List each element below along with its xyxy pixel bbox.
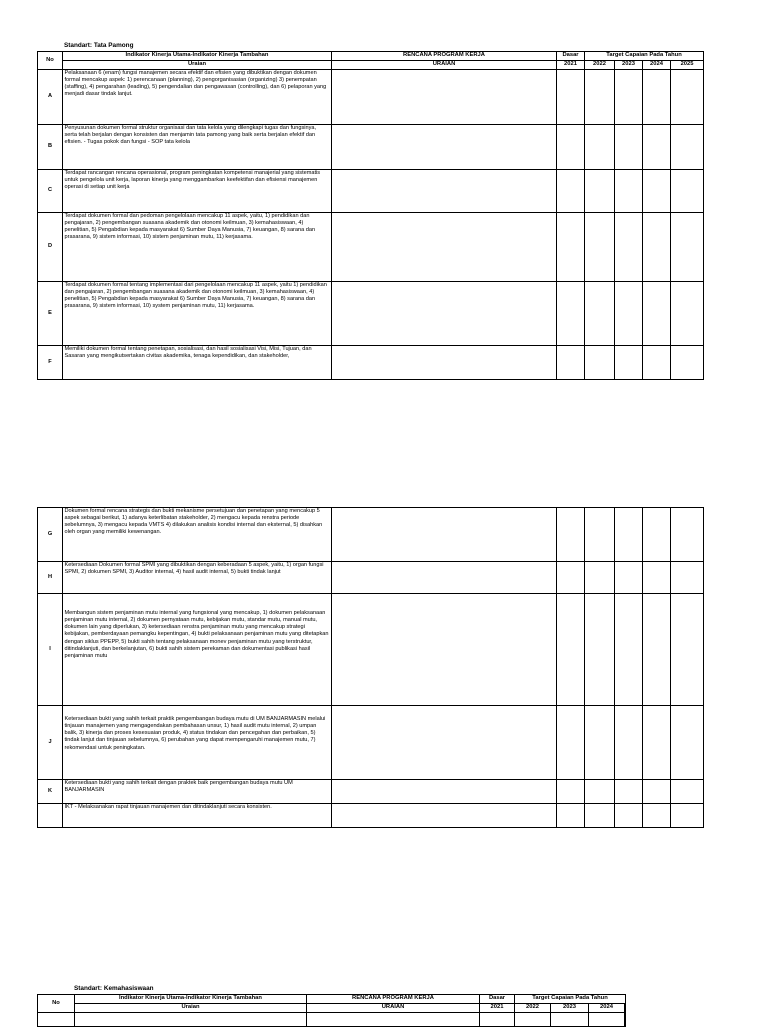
target-cell[interactable] — [671, 594, 704, 706]
table-row — [38, 508, 704, 562]
row-number: F — [38, 346, 63, 380]
target-cell[interactable] — [585, 70, 615, 125]
row-number: C — [38, 170, 63, 213]
row-number: G — [38, 508, 63, 562]
dasar-cell[interactable] — [557, 170, 585, 213]
target-cell[interactable] — [643, 213, 671, 282]
header-uraian-indikator: Uraian — [75, 1004, 307, 1013]
header-rencana: RENCANA PROGRAM KERJA — [307, 995, 480, 1004]
table-row — [38, 213, 704, 282]
target-cell[interactable] — [643, 282, 671, 346]
row-description: Penyusunan dokumen formal struktur organisasi dan tata kelola yang dilengkapi tugas dan fungsinya, serta telah berjalan dengan konsisten dan menjamin tata pamong yang baik serta berjalan efektif dan efisien. - Tugas pokok dan fungsi - SOP tata kelola — [63, 125, 332, 170]
target-cell[interactable] — [643, 170, 671, 213]
target-cell[interactable] — [615, 780, 643, 804]
table-row — [38, 125, 704, 170]
target-cell[interactable] — [643, 346, 671, 380]
table-row — [38, 706, 704, 780]
target-cell[interactable] — [643, 706, 671, 780]
header-year-2022: 2022 — [515, 1004, 551, 1013]
target-cell[interactable] — [671, 282, 704, 346]
row-description: Pelaksanaan 6 (enam) fungsi manajemen secara efektif dan efisien yang dibuktikan dengan dokumen formal mencakup aspek: 1) perencanaan (planning), 2) pengorganisasian (organizing) 3) penempatan (staffing), 4) pengarahan (leading), 5) pengendalian dan pengawasan (controlling), dan 6) pelaporan yang menjadi dasar tindak lanjut. — [63, 70, 332, 125]
target-cell[interactable] — [643, 125, 671, 170]
table-row — [38, 780, 704, 804]
row-description: Ketersediaan Dokumen formal SPMI yang dibuktikan dengan keberadaan 5 aspek, yaitu, 1) organ fungsi SPMI, 2) dokumen SPMI, 3) Auditor internal, 4) hasil audit internal, 5) bukti tindak lanjut — [63, 562, 332, 594]
rencana-cell[interactable] — [332, 594, 557, 706]
header-year-2025: 2025 — [671, 61, 704, 70]
row-description: Terdapat rancangan rencana operasional, program peningkatan kompetensi manajerial yang sistematis untuk pengelola unit kerja, laporan kinerja yang menggambarkan keefektifan dan efisiensi manajemen operasi di setiap unit kerja — [63, 170, 332, 213]
header-target: Target Capaian Pada Tahun — [515, 995, 626, 1004]
rencana-cell[interactable] — [332, 346, 557, 380]
row-number: J — [38, 706, 63, 780]
row-number: B — [38, 125, 63, 170]
target-cell[interactable] — [643, 70, 671, 125]
target-cell[interactable] — [671, 346, 704, 380]
target-cell[interactable] — [671, 125, 704, 170]
dasar-cell[interactable] — [557, 346, 585, 380]
table-row — [38, 170, 704, 213]
rencana-cell[interactable] — [332, 804, 557, 828]
target-cell[interactable] — [615, 346, 643, 380]
dasar-cell[interactable] — [557, 780, 585, 804]
target-cell[interactable] — [615, 213, 643, 282]
table-row — [38, 346, 704, 380]
header-target: Target Capaian Pada Tahun — [585, 52, 704, 61]
target-cell[interactable] — [615, 594, 643, 706]
row-number: H — [38, 562, 63, 594]
target-cell[interactable] — [585, 282, 615, 346]
dasar-cell[interactable] — [557, 804, 585, 828]
target-cell[interactable] — [671, 562, 704, 594]
target-cell[interactable] — [643, 780, 671, 804]
target-cell[interactable] — [671, 508, 704, 562]
header-uraian-rencana: URAIAN — [307, 1004, 480, 1013]
row-number: E — [38, 282, 63, 346]
row-number: D — [38, 213, 63, 282]
target-cell[interactable] — [643, 562, 671, 594]
target-cell[interactable] — [615, 562, 643, 594]
header-rencana: RENCANA PROGRAM KERJA — [332, 52, 557, 61]
target-cell[interactable] — [589, 1013, 625, 1027]
target-cell[interactable] — [671, 780, 704, 804]
row-description: Terdapat dokumen formal dan pedoman pengelolaan mencakup 11 aspek, yaitu, 1) pendidikan dan pengajaran, 2) pengembangan suasana akademik dan otonomi keilmuan, 3) kemahasiswaan, 4) penelitian, 5) Pengabdian kepada masyarakat 6) Sumber Daya Manusia, 7) keuangan, 8) sarana dan prasarana, 9) sistem informasi, 10) sistem penjaminan mutu, 11) kerjasama. — [63, 213, 332, 282]
standard-title-tata-pamong: Standart: Tata Pamong — [64, 42, 134, 49]
header-year-2023: 2023 — [551, 1004, 589, 1013]
table-row — [38, 562, 704, 594]
header-indikator: Indikator Kinerja Utama-Indikator Kinerja Tambahan — [63, 52, 332, 61]
target-cell[interactable] — [615, 804, 643, 828]
target-cell[interactable] — [585, 804, 615, 828]
target-cell[interactable] — [615, 508, 643, 562]
row-number: K — [38, 780, 63, 804]
header-dasar: Dasar — [480, 995, 515, 1004]
target-cell[interactable] — [585, 508, 615, 562]
rencana-cell[interactable] — [332, 125, 557, 170]
header-no: No — [38, 995, 75, 1013]
row-number: A — [38, 70, 63, 125]
target-cell[interactable] — [671, 706, 704, 780]
dasar-cell[interactable] — [557, 706, 585, 780]
header-year-2021: 2021 — [480, 1004, 515, 1013]
header-year-2025 — [625, 1004, 626, 1013]
header-year-2023: 2023 — [615, 61, 643, 70]
row-description: Ketersediaan bukti yang sahih terkait praktik pengembangan budaya mutu di UM BANJARMASIN melalui tinjauan manajemen yang mengagendakan pembahasan unsur, 1) hasil audit mutu internal, 2) umpan balik, 3) kinerja dan proses kesesuaian produk, 4) status tindakan dan pencegahan dan perbaikan, 5) tindak lanjut dan tinjauan sebelumnya, 6) perubahan yang dapat mempengaruhi manajemen mutu, 7) rekomendasi untuk peningkatan. — [63, 706, 332, 780]
target-cell[interactable] — [585, 706, 615, 780]
target-cell[interactable] — [615, 282, 643, 346]
target-cell[interactable] — [515, 1013, 551, 1027]
row-number — [38, 1013, 75, 1027]
target-cell[interactable] — [585, 170, 615, 213]
row-description: Memiliki dokumen formal tentang penetapan, sosialisasi, dan hasil sosialisasi Visi, Misi, Tujuan, dan Sasaran yang mengikutsertakan civitas akademika, tenaga kependidikan, dan stakeholder, — [63, 346, 332, 380]
dasar-cell[interactable] — [557, 282, 585, 346]
target-cell[interactable] — [643, 804, 671, 828]
header-indikator: Indikator Kinerja Utama-Indikator Kinerja Tambahan — [75, 995, 307, 1004]
target-cell[interactable] — [643, 508, 671, 562]
rencana-cell[interactable] — [307, 1013, 480, 1027]
header-year-2024: 2024 — [643, 61, 671, 70]
header-uraian-indikator: Uraian — [63, 61, 332, 70]
dasar-cell[interactable] — [557, 125, 585, 170]
target-cell[interactable] — [585, 594, 615, 706]
row-description: Dokumen formal rencana strategis dan bukti mekanisme persetujuan dan penetapan yang mencakup 5 aspek sebagai berikut, 1) adanya keterlibatan stakeholder, 2) mengacu kepada renstra periode sebelumnya, 3) mengacu kepada VMTS 4) dilakukan analisis kondisi internal dan eksternal, 5) disahkan oleh organ yang memiliki kewenangan. — [63, 508, 332, 562]
row-description: Ketersediaan bukti yang sahih terkait dengan praktek baik pengembangan budaya mutu UM BANJARMASIN — [63, 780, 332, 804]
header-year-2022: 2022 — [585, 61, 615, 70]
row-description: Terdapat dokumen formal tentang implementasi dari pengelolaan mencakup 11 aspek, yaitu 1) pendidikan dan pengajaran, 2) pengembangan suasana akademik dan otonomi keilmuan, 3) kemahasiswaan, 4) penelitian, 5) Pengabdian kepada masyarakat 6) Sumber Daya Manusia, 7) keuangan, 8) sarana dan prasarana, 9) sistem informasi, 10) system penjaminan mutu, 11) kerjasama. — [63, 282, 332, 346]
table-tata-pamong-continued — [37, 507, 704, 828]
target-cell[interactable] — [643, 594, 671, 706]
row-description — [75, 1013, 307, 1027]
rencana-cell[interactable] — [332, 213, 557, 282]
dasar-cell[interactable] — [557, 213, 585, 282]
row-number: I — [38, 594, 63, 706]
header-no: No — [38, 52, 63, 70]
target-cell[interactable] — [671, 70, 704, 125]
target-cell[interactable] — [585, 562, 615, 594]
dasar-cell[interactable] — [557, 70, 585, 125]
dasar-cell[interactable] — [557, 594, 585, 706]
target-cell[interactable] — [585, 346, 615, 380]
rencana-cell[interactable] — [332, 70, 557, 125]
table-row — [38, 804, 704, 828]
rencana-cell[interactable] — [332, 282, 557, 346]
rencana-cell[interactable] — [332, 508, 557, 562]
row-number — [38, 804, 63, 828]
row-description: IKT - Melaksanakan rapat tinjauan manajemen dan ditindaklanjuti secara konsisten. — [63, 804, 332, 828]
target-cell[interactable] — [615, 170, 643, 213]
rencana-cell[interactable] — [332, 706, 557, 780]
header-year-2021: 2021 — [557, 61, 585, 70]
target-cell[interactable] — [671, 804, 704, 828]
table-tata-pamong — [37, 51, 704, 380]
target-cell[interactable] — [615, 706, 643, 780]
dasar-cell[interactable] — [557, 562, 585, 594]
row-description: Membangun sistem penjaminan mutu internal yang fungsional yang mencakup, 1) dokumen pelaksanaan penjaminan mutu internal, 2) dokumen pernyataan mutu, kebijakan mutu, standar mutu, manual mutu, dokumen lain yang diperlukan, 3) ketersediaan renstra penjaminan mutu yang mencakup strategi kebijakan, pemberdayaan pemangku kepentingan, 4) bukti pelaksanaan penjaminan mutu yang ditetapkan dengan siklus PPEPP, 5) bukti sahih tentang pelaksanaan monev penjaminan mutu yang terstruktur, ditindaklanjuti, dan berkelanjutan, 6) bukti sahih sistem perekaman dan dokumentasi publikasi hasil penjaminan mutu — [63, 594, 332, 706]
rencana-cell[interactable] — [332, 562, 557, 594]
table-row — [38, 1013, 626, 1027]
standard-title-kemahasiswaan: Standart: Kemahasiswaan — [74, 985, 154, 992]
header-year-2024: 2024 — [589, 1004, 625, 1013]
target-cell[interactable] — [625, 1013, 626, 1027]
target-cell[interactable] — [585, 780, 615, 804]
table-kemahasiswaan — [37, 994, 626, 1027]
dasar-cell[interactable] — [557, 508, 585, 562]
target-cell[interactable] — [551, 1013, 589, 1027]
header-dasar: Dasar — [557, 52, 585, 61]
target-cell[interactable] — [671, 213, 704, 282]
dasar-cell[interactable] — [480, 1013, 515, 1027]
rencana-cell[interactable] — [332, 170, 557, 213]
table-row — [38, 594, 704, 706]
table-row — [38, 282, 704, 346]
target-cell[interactable] — [615, 125, 643, 170]
header-uraian-rencana: URAIAN — [332, 61, 557, 70]
table-row — [38, 70, 704, 125]
target-cell[interactable] — [585, 125, 615, 170]
target-cell[interactable] — [615, 70, 643, 125]
target-cell[interactable] — [671, 170, 704, 213]
rencana-cell[interactable] — [332, 780, 557, 804]
target-cell[interactable] — [585, 213, 615, 282]
